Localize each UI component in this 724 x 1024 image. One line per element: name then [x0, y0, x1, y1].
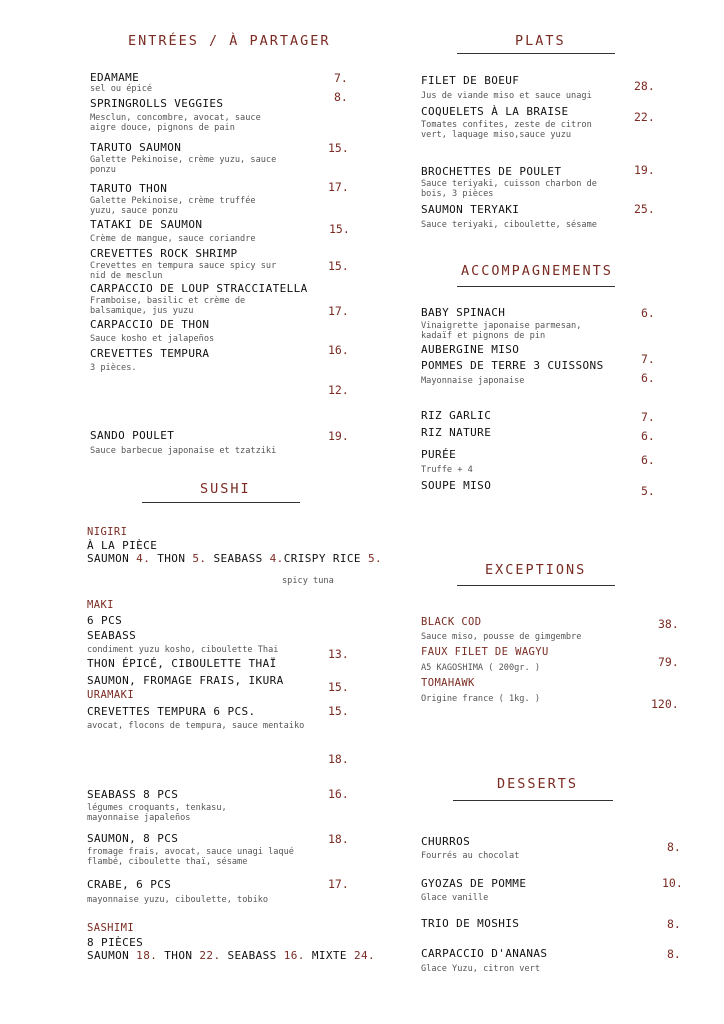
item-desc: Galette Pekinoise, crème yuzu, sauce ponzu [90, 155, 277, 175]
item-price: 25. [634, 202, 655, 216]
item-desc: Sauce teriyaki, ciboulette, sésame [421, 220, 597, 230]
item-name: SPRINGROLLS VEGGIES [90, 97, 224, 110]
item-name: CREVETTES TEMPURA 6 PCS. [87, 705, 256, 718]
entrees-title: ENTRÉES / À PARTAGER [128, 33, 331, 49]
item-desc: mayonnaise yuzu, ciboulette, tobiko [87, 895, 269, 905]
item-price: 22. [634, 110, 655, 124]
item-name: RIZ NATURE [421, 426, 492, 439]
item-desc: A5 KAGOSHIMA ( 200gr. ) [421, 663, 540, 673]
item-price: 16. [328, 787, 349, 801]
item-name: CREVETTES TEMPURA [90, 347, 210, 360]
sashimi-label: SASHIMI [87, 922, 135, 934]
item-name: SAUMON, 8 PCS [87, 832, 179, 845]
item-name: EDAMAME [90, 71, 140, 84]
item-price: 7. [641, 410, 655, 424]
item-price: 28. [634, 79, 655, 93]
item-price: 15. [328, 680, 349, 694]
item-desc: condiment yuzu kosho, ciboulette Thai [87, 645, 279, 655]
item-price: 8. [667, 947, 681, 961]
item-name: TRIO DE MOSHIS [421, 917, 520, 930]
item-price: 6. [641, 371, 655, 385]
desserts-title: DESSERTS [497, 776, 579, 792]
item-name: SOUPE MISO [421, 479, 492, 492]
nigiri-sub: À LA PIÈCE [87, 539, 158, 552]
item-desc: Mesclun, concombre, avocat, sauce aigre douce, pignons de pain [90, 113, 261, 133]
maki-sub: 6 PCS [87, 614, 123, 627]
item-price: 17. [328, 877, 349, 891]
item-desc: Sauce kosho et jalapeños [90, 334, 215, 344]
item-price: 16. [328, 343, 349, 357]
accompagnements-title: ACCOMPAGNEMENTS [461, 263, 613, 279]
item-price: 17. [328, 304, 349, 318]
item-name: RIZ GARLIC [421, 409, 492, 422]
item-desc: Jus de viande miso et sauce unagi [421, 91, 592, 101]
item-name: CARPACCIO DE LOUP STRACCIATELLA [90, 282, 308, 295]
item-name: CHURROS [421, 835, 471, 848]
item-name: TARUTO SAUMON [90, 141, 182, 154]
item-desc: 3 pièces. [90, 363, 137, 373]
item-price: 7. [641, 352, 655, 366]
item-name: TATAKI DE SAUMON [90, 218, 203, 231]
nigiri-line: SAUMON 4. THON 5. SEABASS 4.CRISPY RICE 5. [87, 552, 383, 565]
item-price: 8. [667, 840, 681, 854]
sushi-title: SUSHI [200, 481, 251, 497]
item-desc: Glace vanille [421, 893, 489, 903]
plats-title: PLATS [515, 33, 566, 49]
sashimi-line: SAUMON 18. THON 22. SEABASS 16. MIXTE 24. [87, 949, 376, 962]
item-name: BABY SPINACH [421, 306, 506, 319]
item-name: SEABASS [87, 629, 137, 642]
item-name: PURÉE [421, 448, 457, 461]
item-name: COQUELETS À LA BRAISE [421, 105, 569, 118]
item-price: 15. [328, 259, 349, 273]
item-desc: Tomates confites, zeste de citron vert, laquage miso,sauce yuzu [421, 120, 592, 140]
item-name: SANDO POULET [90, 429, 175, 442]
item-price: 38. [658, 617, 679, 631]
item-name: SAUMON TERYAKI [421, 203, 520, 216]
item-desc: fromage frais, avocat, sauce unagi laqué flambé, ciboulette thaï, sésame [87, 847, 294, 867]
item-price: 10. [662, 876, 683, 890]
item-desc: Glace Yuzu, citron vert [421, 964, 540, 974]
item-price: 8. [667, 917, 681, 931]
item-price: 7. [334, 71, 348, 85]
item-desc: Sauce miso, pousse de gimgembre [421, 632, 582, 642]
item-price: 6. [641, 306, 655, 320]
item-desc: sel ou épicé [90, 84, 153, 94]
item-name: SAUMON, FROMAGE FRAIS, IKURA [87, 674, 284, 687]
item-price: 17. [328, 180, 349, 194]
item-price: 19. [634, 163, 655, 177]
item-name: SEABASS 8 PCS [87, 788, 179, 801]
item-price: 120. [651, 697, 679, 711]
item-desc: avocat, flocons de tempura, sauce mentaiko [87, 721, 305, 731]
item-desc: Sauce barbecue japonaise et tzatziki [90, 446, 277, 456]
uramaki-label: URAMAKI [87, 689, 135, 701]
nigiri-label: NIGIRI [87, 526, 128, 538]
sushi-divider [142, 502, 300, 503]
nigiri-note: spicy tuna [282, 576, 334, 586]
item-price: 8. [334, 90, 348, 104]
item-desc: Vinaigrette japonaise parmesan, kadaïf et pignons de pin [421, 321, 582, 341]
item-price: 15. [328, 141, 349, 155]
item-name: BROCHETTES DE POULET [421, 165, 562, 178]
exceptions-title: EXCEPTIONS [485, 562, 587, 578]
exceptions-divider [457, 585, 615, 586]
item-price: 15. [328, 704, 349, 718]
item-name: CARPACCIO DE THON [90, 318, 210, 331]
item-name: AUBERGINE MISO [421, 343, 520, 356]
desserts-divider [453, 800, 613, 801]
item-price: 13. [328, 647, 349, 661]
item-desc: Sauce teriyaki, cuisson charbon de bois, 3 pièces [421, 179, 597, 199]
item-price: 6. [641, 453, 655, 467]
sashimi-sub: 8 PIÈCES [87, 936, 144, 949]
item-desc: Crème de mangue, sauce coriandre [90, 234, 256, 244]
item-desc: légumes croquants, tenkasu, mayonnaise japaleños [87, 803, 227, 823]
item-price: 19. [328, 429, 349, 443]
item-name: BLACK COD [421, 616, 482, 628]
item-price: 6. [641, 429, 655, 443]
item-price: 5. [641, 484, 655, 498]
item-name: CRABE, 6 PCS [87, 878, 172, 891]
item-price: 18. [328, 752, 349, 766]
item-price: 79. [658, 655, 679, 669]
item-name: FILET DE BOEUF [421, 74, 520, 87]
item-price: 15. [329, 222, 350, 236]
item-name: CREVETTES ROCK SHRIMP [90, 247, 238, 260]
item-desc: Framboise, basilic et crème de balsamique, jus yuzu [90, 296, 246, 316]
item-name: GYOZAS DE POMME [421, 877, 527, 890]
maki-label: MAKI [87, 599, 114, 611]
plats-divider [457, 53, 615, 54]
accompagnements-divider [457, 286, 615, 287]
item-desc: Mayonnaise japonaise [421, 376, 525, 386]
item-name: FAUX FILET DE WAGYU [421, 646, 549, 658]
item-price: 12. [328, 383, 349, 397]
item-desc: Truffe + 4 [421, 465, 473, 475]
item-name: THON ÉPICÉ, CIBOULETTE THAÏ [87, 657, 277, 670]
item-name: TARUTO THON [90, 182, 168, 195]
item-desc: Crevettes en tempura sauce spicy sur nid de mesclun [90, 261, 277, 281]
item-name: POMMES DE TERRE 3 CUISSONS [421, 359, 604, 372]
item-name: TOMAHAWK [421, 677, 475, 689]
item-desc: Galette Pekinoise, crème truffée yuzu, sauce ponzu [90, 196, 256, 216]
item-price: 18. [328, 832, 349, 846]
item-desc: Origine france ( 1kg. ) [421, 694, 540, 704]
item-desc: Fourrés au chocolat [421, 851, 520, 861]
item-name: CARPACCIO D'ANANAS [421, 947, 548, 960]
